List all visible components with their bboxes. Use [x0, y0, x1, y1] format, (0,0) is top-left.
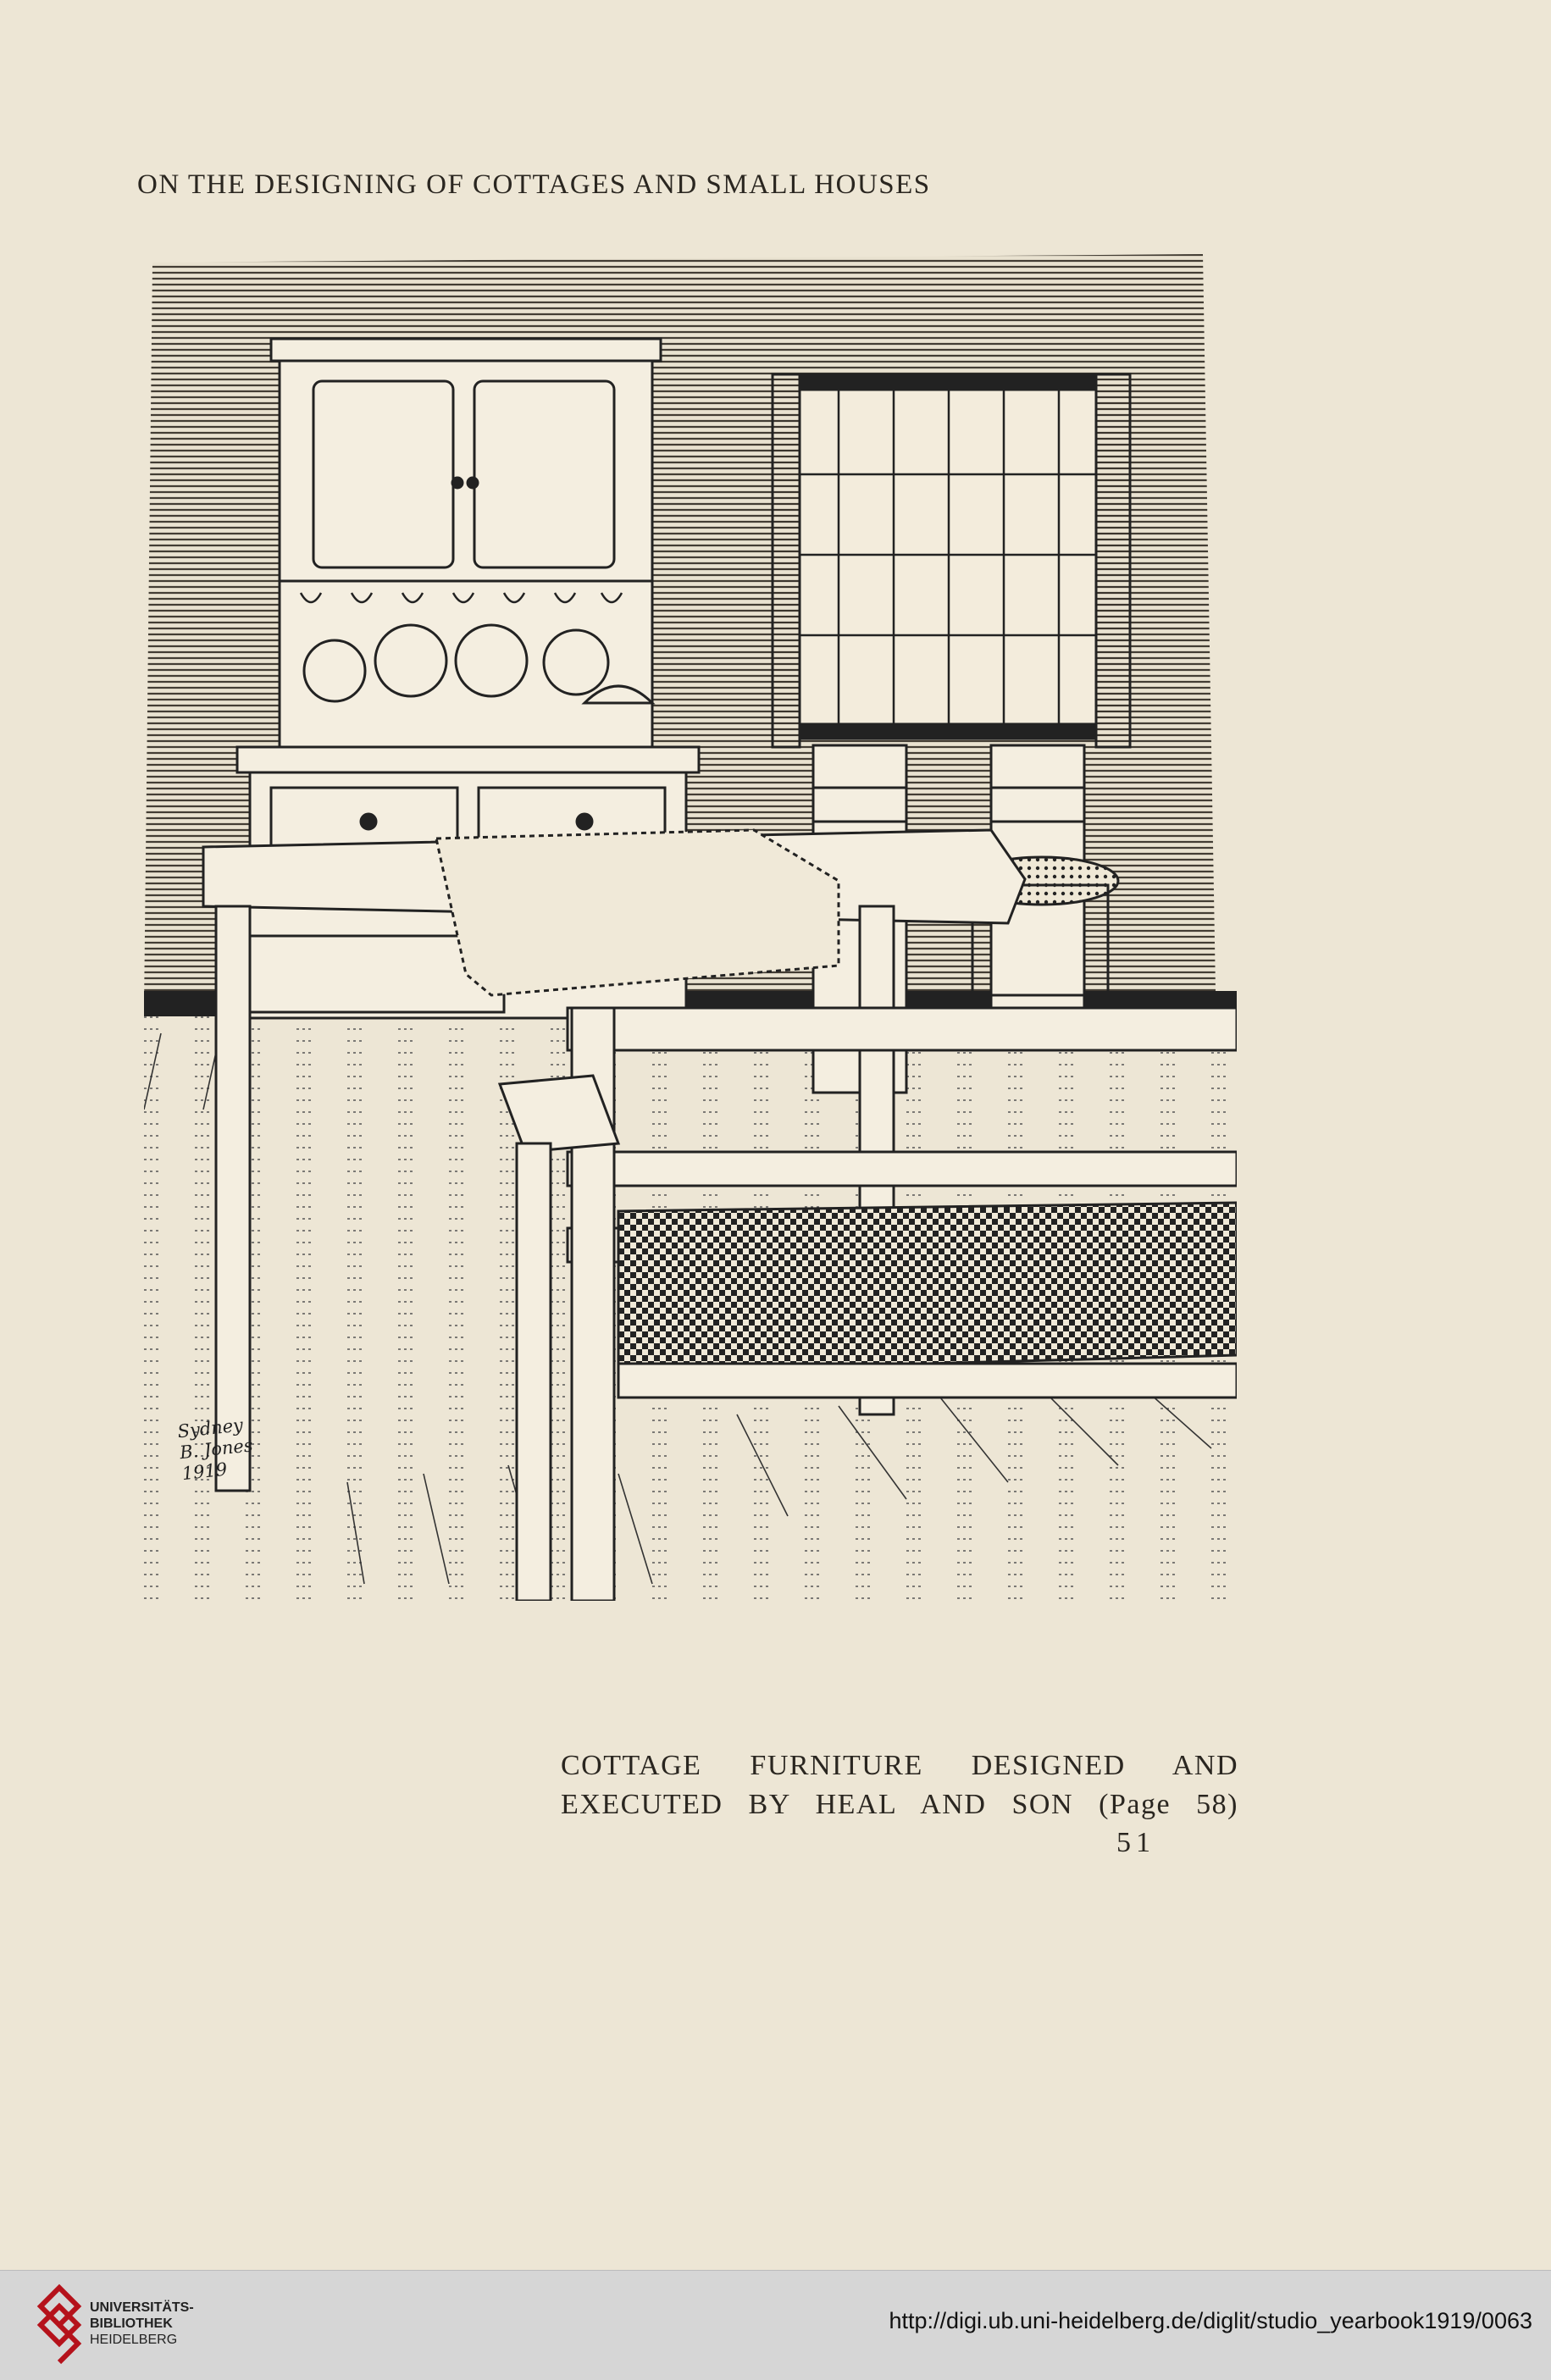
- curtain-right: [1096, 374, 1130, 747]
- illustration-plate: [144, 229, 1237, 1601]
- curtain-left: [773, 374, 800, 747]
- signature-line: Sydney: [176, 1414, 245, 1442]
- page-number: 51: [1116, 1827, 1155, 1858]
- caption-line: COTTAGE FURNITURE DESIGNED AND: [561, 1750, 1238, 1781]
- caption-line: EXECUTED BY HEAL AND SON (Page 58): [561, 1789, 1238, 1820]
- signature-line: B. Jones: [179, 1435, 254, 1464]
- plate-caption: [561, 1746, 1238, 1824]
- digitization-footer: [0, 2270, 1551, 2380]
- institution-line: UNIVERSITÄTS-: [90, 2300, 194, 2315]
- furniture-illustration: [144, 229, 1237, 1601]
- library-logo-icon: [34, 2283, 86, 2367]
- institution-name: [90, 2300, 194, 2348]
- institution-line: BIBLIOTHEK: [90, 2316, 173, 2331]
- window: [773, 374, 1130, 747]
- institution-line: HEIDELBERG: [90, 2333, 178, 2347]
- running-head: ON THE DESIGNING OF COTTAGES AND SMALL HOUSES: [137, 169, 931, 200]
- permalink-url[interactable]: http://digi.ub.uni-heidelberg.de/diglit/studio_yearbook1919/0063: [889, 2308, 1532, 2333]
- signature-line: 1919: [180, 1458, 229, 1485]
- table-runner: [436, 830, 839, 995]
- artist-signature: [176, 1411, 284, 1485]
